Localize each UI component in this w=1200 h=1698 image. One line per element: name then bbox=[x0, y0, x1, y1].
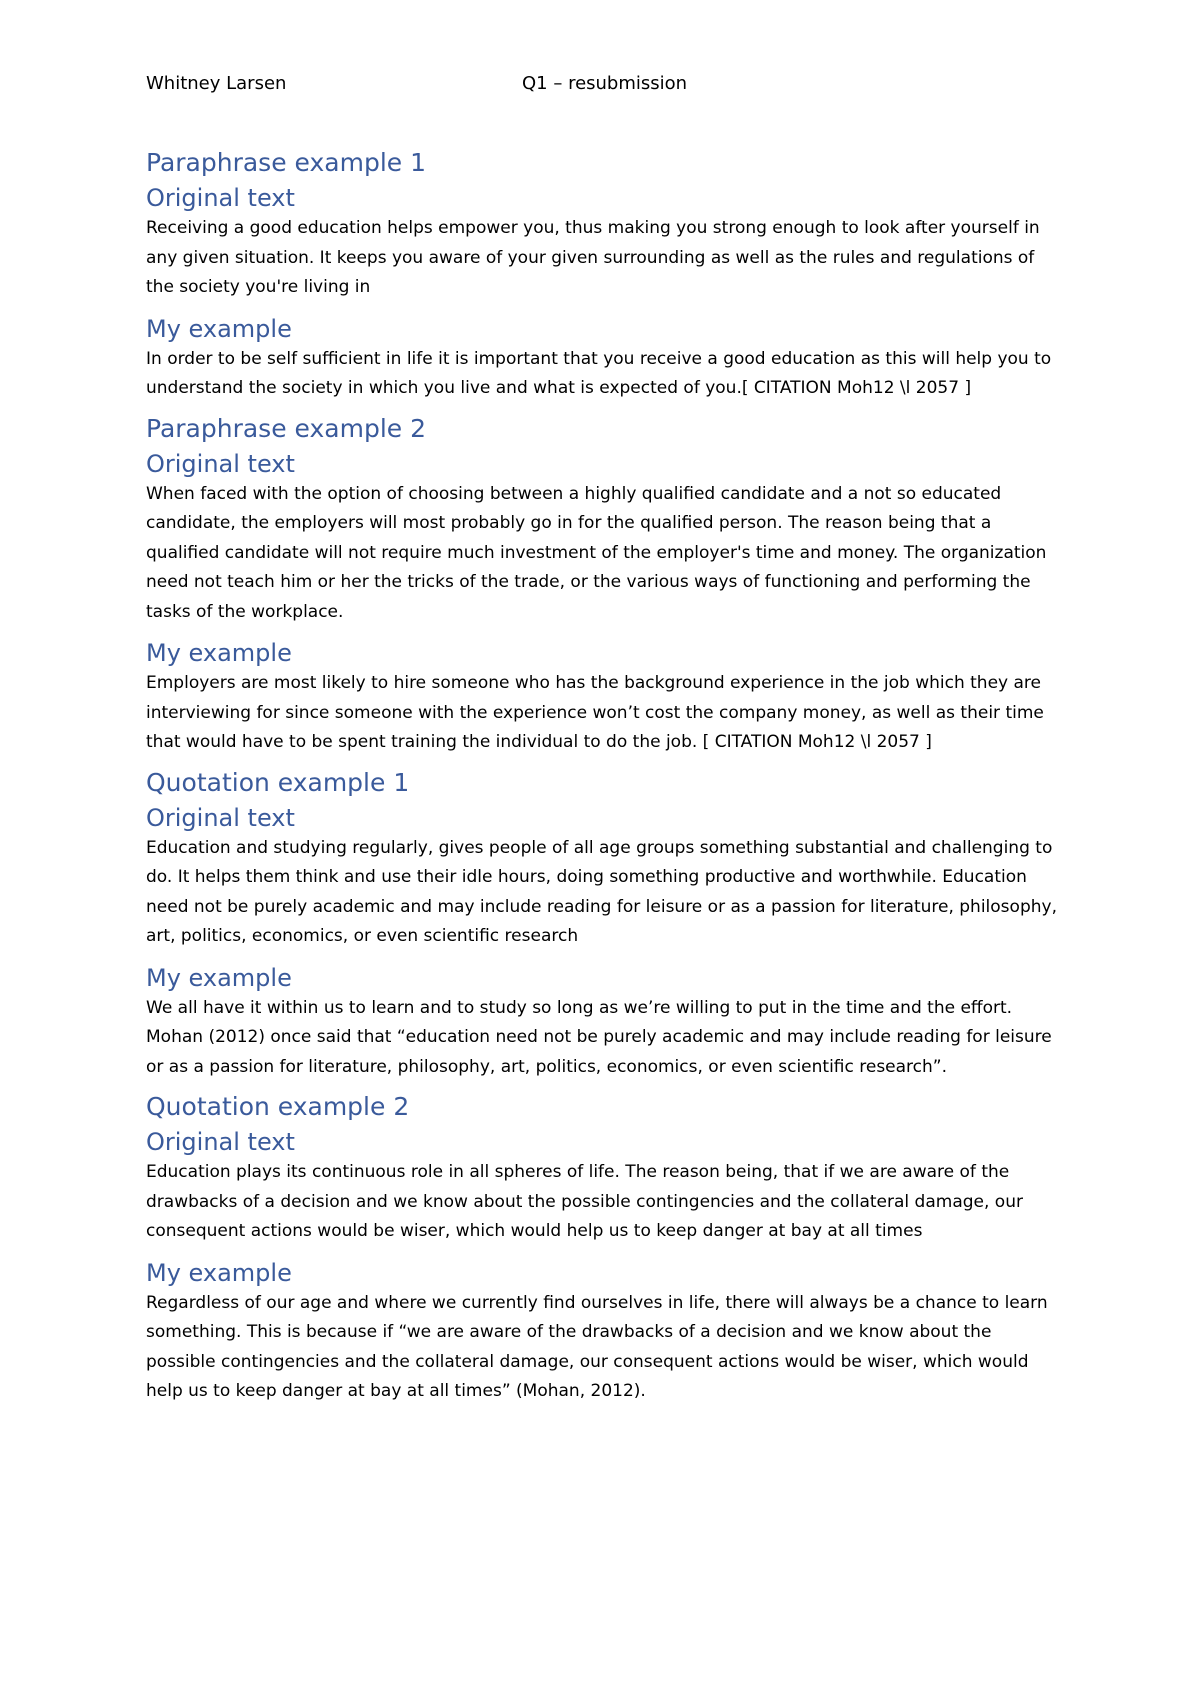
my-example-block bbox=[146, 1257, 1064, 1407]
section-title: Paraphrase example 1 bbox=[146, 148, 426, 177]
section-title: Quotation example 1 bbox=[146, 767, 410, 797]
my-example-paragraph: Employers are most likely to hire someone who has the background experience in the job which they are interviewing for since someone with the experience won’t cost the company money, as well as their time that would have to be spent training the individual to do the job. [ CITATION Moh12 \l 2057 ] bbox=[146, 673, 1044, 752]
page-header bbox=[146, 73, 1066, 103]
section-paraphrase-2 bbox=[146, 412, 1064, 758]
my-example-paragraph: Regardless of our age and where we currently find ourselves in life, there will always be a chance to learn something. This is because if “we are aware of the drawbacks of a decision and we know about the possible contingencies and the collateral damage, our consequent actions would be wiser, which would help us to keep danger at bay at all times” (Mohan, 2012). bbox=[146, 1292, 1048, 1401]
original-text-paragraph: Education plays its continuous role in all spheres of life. The reason being, that if we are aware of the drawbacks of a decision and we know about the possible contingencies and the collateral damage, our consequent actions would be wiser, which would help us to keep danger at bay at all times bbox=[146, 1162, 1023, 1241]
my-example-paragraph: In order to be self sufficient in life it is important that you receive a good education as this will help you to understand the society in which you live and what is expected of you.[ CITATION Moh12 \l 2057 ] bbox=[146, 348, 1052, 398]
section-quotation-1 bbox=[146, 766, 1064, 1083]
original-text-paragraph: When faced with the option of choosing between a highly qualified candidate and a not so educated candidate, the employers will most probably go in for the qualified person. The reason being that a qualified candidate will not require much investment of the employer's time and money. The organization need not teach him or her the tricks of the trade, or the various ways of functioning and performing the tasks of the workplace. bbox=[146, 483, 1047, 622]
header-document-label: Q1 – resubmission bbox=[522, 73, 688, 94]
original-text-heading: Original text bbox=[146, 1128, 295, 1156]
original-text-paragraph: Education and studying regularly, gives people of all age groups something substantial and challenging to do. It helps them think and use their idle hours, doing something productive and worthwhile. Education need not be purely academic and may include reading for leisure or as a passion for literature, philosophy, art, politics, economics, or even scientific research bbox=[146, 837, 1057, 946]
my-example-block bbox=[146, 313, 1064, 404]
my-example-block bbox=[146, 962, 1064, 1083]
original-text-heading: Original text bbox=[146, 803, 295, 832]
my-example-block bbox=[146, 637, 1064, 758]
original-text-block bbox=[146, 182, 1064, 303]
original-text-block bbox=[146, 802, 1064, 952]
section-title: Paraphrase example 2 bbox=[146, 413, 426, 443]
document-body bbox=[146, 146, 1064, 1407]
my-example-heading: My example bbox=[146, 314, 292, 343]
header-author: Whitney Larsen bbox=[146, 73, 287, 94]
original-text-block bbox=[146, 448, 1064, 628]
my-example-heading: My example bbox=[146, 639, 292, 667]
section-title: Quotation example 2 bbox=[146, 1092, 410, 1121]
original-text-block bbox=[146, 1126, 1064, 1247]
original-text-heading: Original text bbox=[146, 449, 295, 478]
section-paraphrase-1 bbox=[146, 146, 1064, 404]
my-example-heading: My example bbox=[146, 1258, 292, 1287]
my-example-heading: My example bbox=[146, 963, 292, 992]
my-example-paragraph: We all have it within us to learn and to study so long as we’re willing to put in the time and the effort. Mohan (2012) once said that “education need not be purely academic and may include reading for leisure or as a passion for literature, philosophy, art, politics, economics, or even scientific research”. bbox=[146, 997, 1052, 1077]
original-text-paragraph: Receiving a good education helps empower you, thus making you strong enough to look after yourself in any given situation. It keeps you aware of your given surrounding as well as the rules and regulations of the society you're living in bbox=[146, 218, 1040, 297]
original-text-heading: Original text bbox=[146, 184, 295, 212]
section-quotation-2 bbox=[146, 1090, 1064, 1407]
